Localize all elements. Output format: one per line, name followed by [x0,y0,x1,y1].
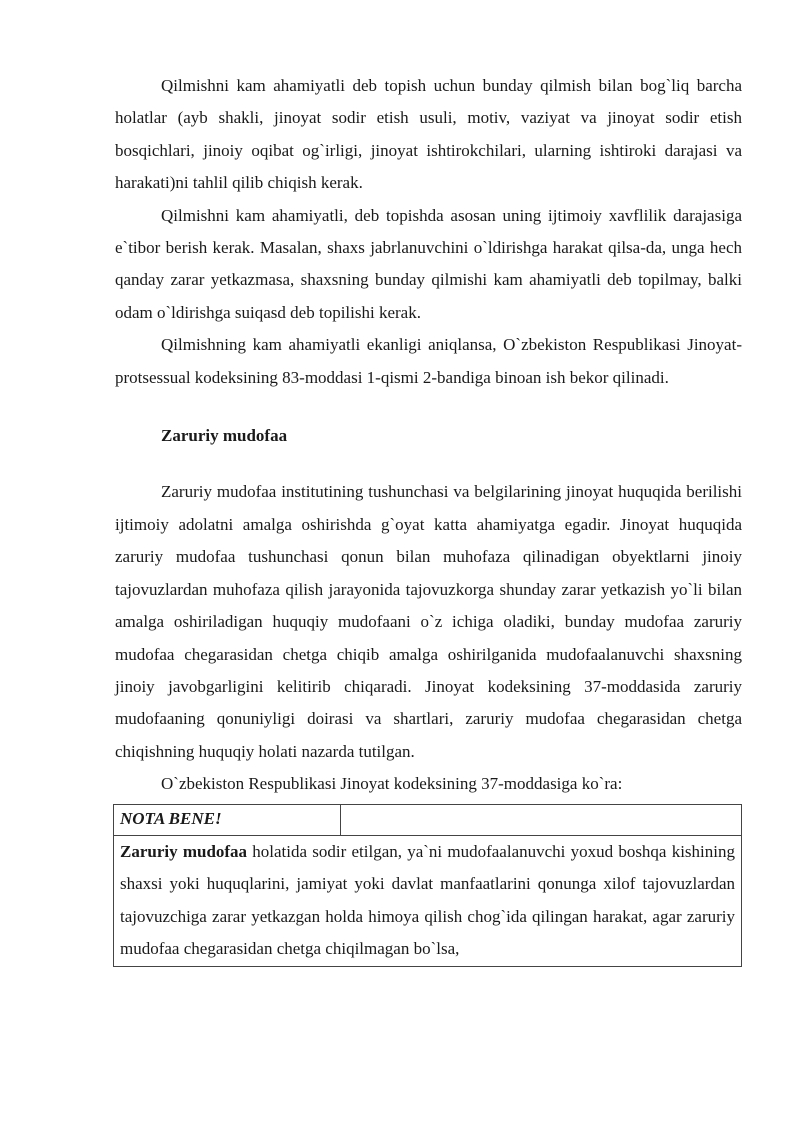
nota-bene-label: NOTA BENE! [114,804,341,835]
nota-bene-empty-cell [341,804,742,835]
spacer [115,452,742,476]
paragraph-5: O`zbekiston Respublikasi Jinoyat kodeksining 37-moddasiga ko`ra: [161,774,623,794]
paragraph-3: Qilmishning kam ahamiyatli ekanligi aniqlansa, O`zbekiston Respublikasi Jinoyat-protsessual kodeksining 83-moddasi 1-qismi 2-bandiga binoan ish bekor qilinadi. [115,335,742,387]
nota-bene-text: holatida sodir etilgan, ya`ni mudofaalanuvchi yoxud boshqa kishining shaxsi yoki huquqlarini, jamiyat yoki davlat manfaatlarini qonunga xilof tajovuzlardan tajovuzchiga zarar yetkazgan holda himoya qilish chog`ida qilingan harakat, agar zaruriy mudofaa chegarasidan chetga chiqilmagan bo`lsa, [120,841,735,959]
paragraph-1: Qilmishni kam ahamiyatli deb topish uchun bunday qilmish bilan bog`liq barcha holatlar (ayb shakli, jinoyat sodir etish usuli, motiv, vaziyat va jinoyat sodir etish bosqichlari, jinoiy oqibat og`irligi, jinoyat ishtirokchilari, ularning ishtiroki darajasi va harakati)ni tahlil qilib chiqish kerak. [115,76,742,193]
section-heading: Zaruriy mudofaa [161,426,288,446]
paragraph-4: Zaruriy mudofaa institutining tushunchasi va belgilarining jinoyat huquqida berilishi ijtimoiy adolatni amalga oshirishda g`oyat katta ahamiyatga egadir. Jinoyat huquqida zaruriy mudofaa tushunchasi qonun bilan muhofaza qilinadigan obyektlarni jinoiy tajovuzlardan muhofaza qilish jarayonida tajovuzkorga shunday zarar yetkazish yo`li bilan amalga oshiriladigan huquqiy mudofaani o`z ichiga oladiki, bunday mudofaa zaruriy mudofaa chegarasidan chetga chiqib amalga oshirilganida mudofaalanuvchi shaxsning jinoiy javobgarligini kelitirib chiqaradi. Jinoyat kodeksining 37-moddasida zaruriy mudofaaning qonuniyligi doirasi va shartlari, zaruriy mudofaa chegarasidan chetga chiqishning huquqiy holati nazarda tutilgan. [115,482,742,761]
nota-bene-body [114,835,742,966]
paragraph-2: Qilmishni kam ahamiyatli, deb topishda asosan uning ijtimoiy xavflilik darajasiga e`tibor berish kerak. Masalan, shaxs jabrlanuvchini o`ldirishga harakat qilsa-da, unga hech qanday zarar yetkazmasa, shaxsning bunday qilmishi kam ahamiyatli deb topilmay, balki odam o`ldirishga suiqasd deb topilishi kerak. [115,205,742,322]
document-page [115,70,742,967]
nota-bene-table [113,804,742,967]
nota-bene-term: Zaruriy mudofaa [120,841,248,861]
